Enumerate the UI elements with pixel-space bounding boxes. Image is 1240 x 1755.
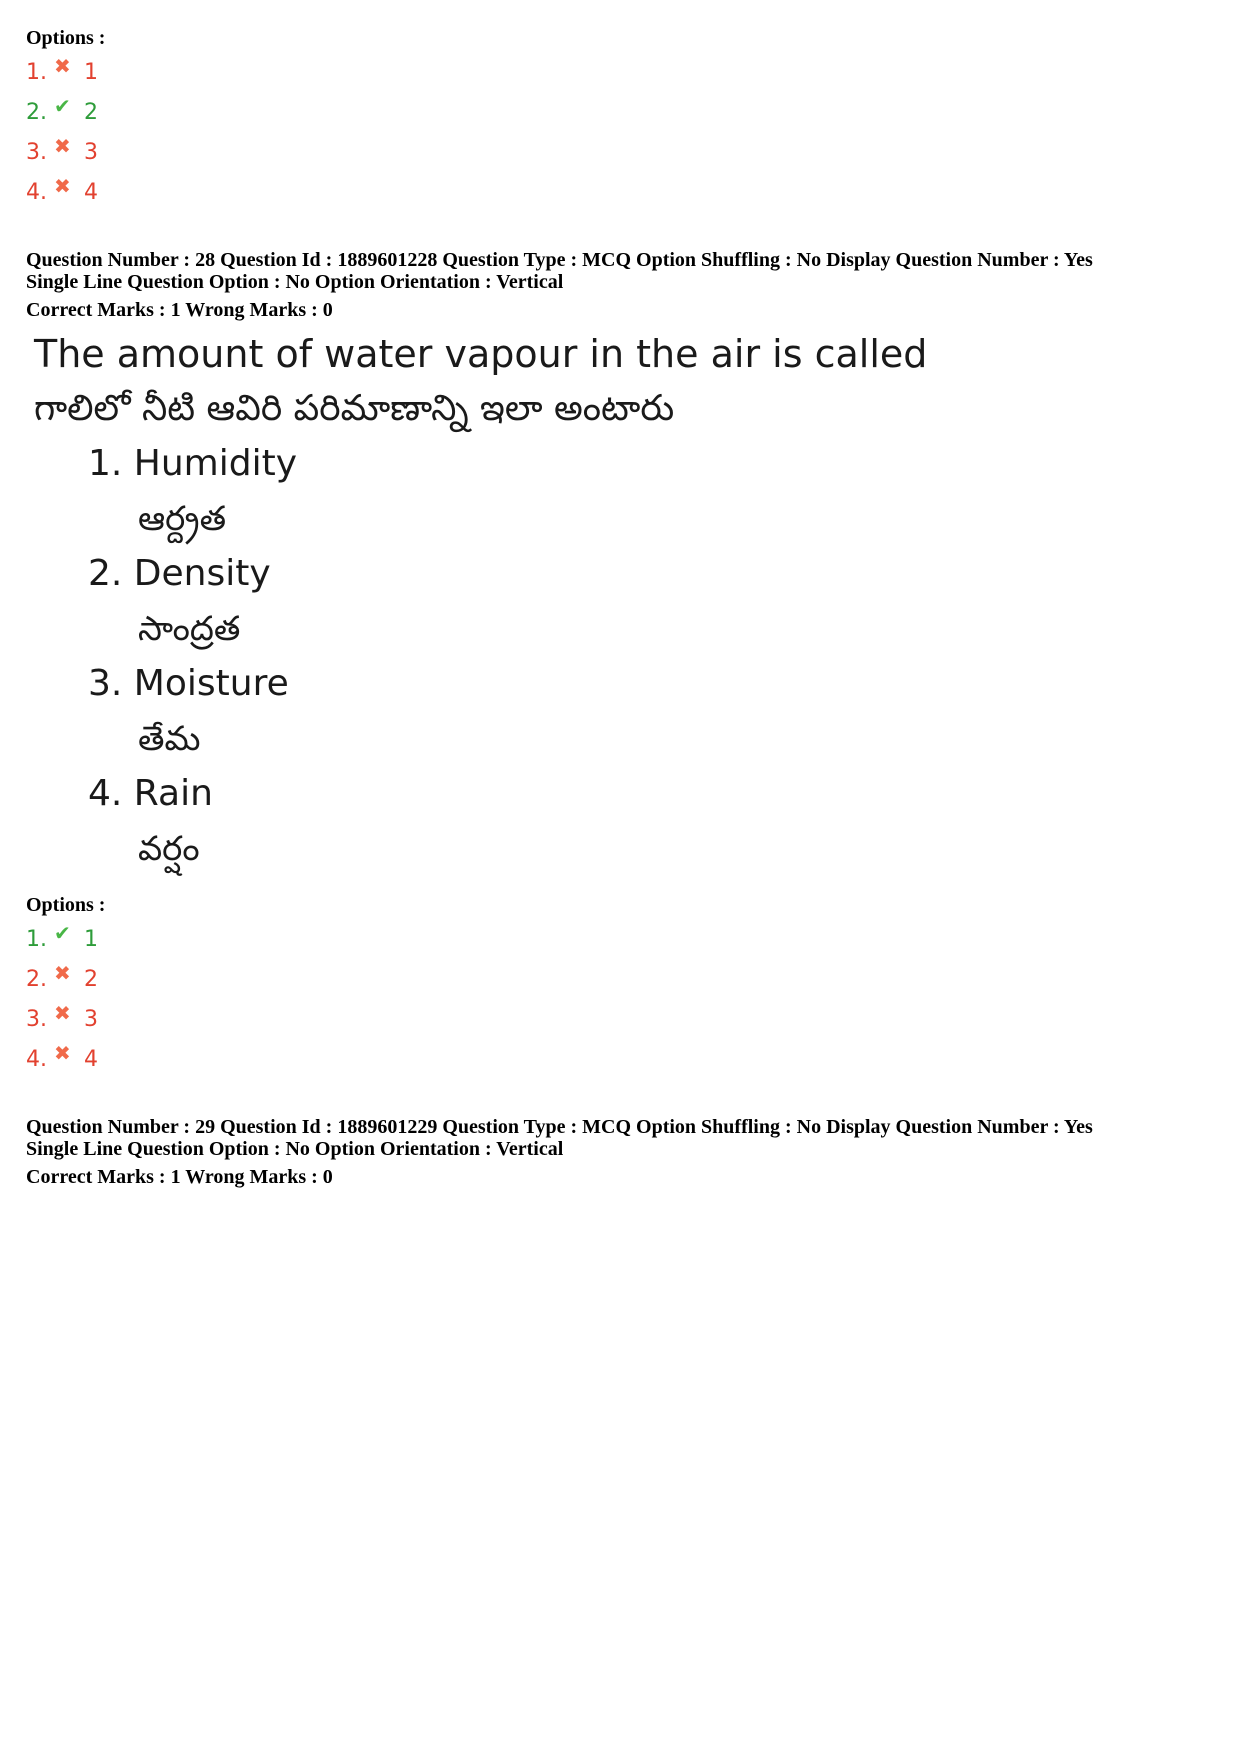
option-label: 3 xyxy=(84,139,98,165)
option-label: 1 xyxy=(84,926,98,952)
choice-te: వర్షం xyxy=(138,829,200,869)
check-icon: ✔ xyxy=(54,94,71,118)
question-meta-line1: Question Number : 29 Question Id : 1889601229 Question Type : MCQ Option Shuffling : No Display Question Number : Yes xyxy=(26,1116,1093,1138)
cross-icon: ✖ xyxy=(54,174,71,198)
option-label: 3 xyxy=(84,1006,98,1032)
option-number: 1. xyxy=(26,926,47,952)
option-number: 3. xyxy=(26,1006,47,1032)
choice-en: 2. Density xyxy=(88,553,271,594)
option-row xyxy=(26,52,105,92)
choice-te: ఆర్ద్రత xyxy=(138,499,227,539)
question-meta-line2: Single Line Question Option : No Option Orientation : Vertical xyxy=(26,271,564,293)
option-label: 2 xyxy=(84,966,98,992)
option-row xyxy=(26,959,105,999)
question-29-header xyxy=(26,1116,1093,1188)
option-number: 3. xyxy=(26,139,47,165)
question-text-te: గాలిలో నీటి ఆవిరి పరిమాణాన్ని ఇలా అంటారు xyxy=(34,388,675,429)
option-number: 2. xyxy=(26,99,47,125)
choice-en: 4. Rain xyxy=(88,773,213,814)
option-number: 2. xyxy=(26,966,47,992)
question-meta-line1: Question Number : 28 Question Id : 1889601228 Question Type : MCQ Option Shuffling : No Display Question Number : Yes xyxy=(26,249,1093,271)
cross-icon: ✖ xyxy=(54,961,71,985)
choice-te: తేమ xyxy=(138,719,201,759)
option-label: 2 xyxy=(84,99,98,125)
cross-icon: ✖ xyxy=(54,134,71,158)
option-row xyxy=(26,172,105,212)
question-28-body xyxy=(34,327,934,877)
question-marks: Correct Marks : 1 Wrong Marks : 0 xyxy=(26,299,333,321)
option-row xyxy=(26,92,105,132)
option-row xyxy=(26,1039,105,1079)
question-28-header xyxy=(26,249,1093,321)
check-icon: ✔ xyxy=(54,921,71,945)
options-block-q28 xyxy=(26,893,105,1079)
options-block-prev xyxy=(26,26,105,212)
question-meta-line2: Single Line Question Option : No Option Orientation : Vertical xyxy=(26,1138,564,1160)
option-number: 4. xyxy=(26,179,47,205)
option-row xyxy=(26,919,105,959)
cross-icon: ✖ xyxy=(54,1001,71,1025)
option-label: 1 xyxy=(84,59,98,85)
option-row xyxy=(26,132,105,172)
choice-te: సాంద్రత xyxy=(138,609,241,649)
question-marks: Correct Marks : 1 Wrong Marks : 0 xyxy=(26,1166,333,1188)
question-text-en: The amount of water vapour in the air is called xyxy=(34,332,928,376)
cross-icon: ✖ xyxy=(54,1041,71,1065)
options-title: Options : xyxy=(26,894,106,916)
options-title: Options : xyxy=(26,27,106,49)
choice-en: 3. Moisture xyxy=(88,663,289,704)
option-number: 1. xyxy=(26,59,47,85)
option-label: 4 xyxy=(84,1046,98,1072)
choice-en: 1. Humidity xyxy=(88,443,298,484)
option-row xyxy=(26,999,105,1039)
option-number: 4. xyxy=(26,1046,47,1072)
cross-icon: ✖ xyxy=(54,54,71,78)
option-label: 4 xyxy=(84,179,98,205)
